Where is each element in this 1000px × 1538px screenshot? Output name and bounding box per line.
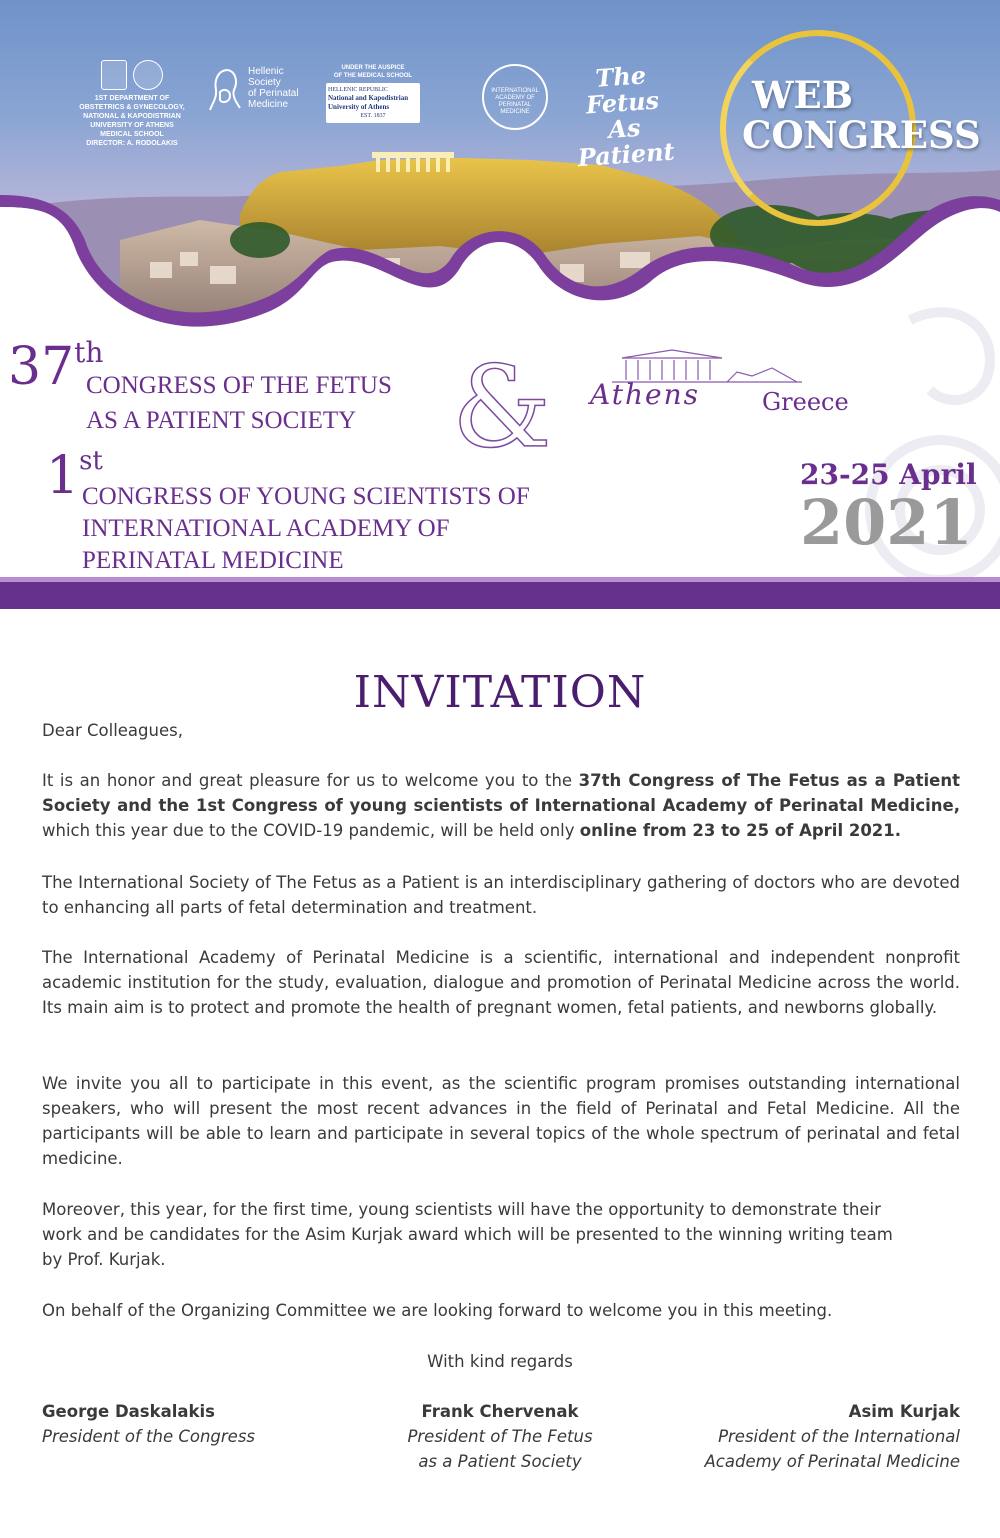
mother-child-icon: [208, 66, 242, 112]
signature-daskalakis: [42, 1399, 255, 1449]
signature-chervenak: [380, 1399, 620, 1474]
signatory-role: President of the Congress: [42, 1427, 256, 1446]
congress-37-ordinal: 37th: [8, 336, 104, 397]
greece-text: Greece: [762, 388, 849, 416]
ampersand-ornament: &: [452, 343, 552, 473]
congress-1-line2: INTERNATIONAL ACADEMY OF: [82, 515, 450, 542]
signature-kurjak: [620, 1399, 960, 1474]
university-department-logo: [68, 60, 196, 148]
paragraph-closing: On behalf of the Organizing Committee we are looking forward to welcome you in this meeting.: [42, 1301, 833, 1320]
signatory-role: President of the International: [718, 1427, 960, 1446]
congress-37-line1: CONGRESS OF THE FETUS: [86, 372, 392, 399]
department-logo-text: 1ST DEPARTMENT OF OBSTETRICS & GYNECOLOGY, NATIONAL & KAPODISTRIAN UNIVERSITY OF ATHENS MEDICAL SCHOOL DIRECTOR: A. RODOLAKIS: [79, 95, 185, 147]
hellenic-society-logo: Hellenic Society of Perinatal Medicine: [208, 66, 299, 112]
fetus-as-patient-logo: The Fetus As Patient: [576, 60, 676, 173]
nka-university-logo: [326, 64, 420, 123]
iapm-logo-text: INTERNATIONAL ACADEMY OF PERINATAL MEDICINE: [491, 88, 539, 115]
athena-emblem-icon: [101, 60, 127, 90]
paragraph-fetus-society: The International Society of The Fetus as a Patient is an interdisciplinary gathering of doctors who are devoted to enhancing all parts of fetal determination and treatment.: [42, 873, 960, 917]
event-dates: 23-25 April: [800, 458, 977, 491]
paragraph-intro: It is an honor and great pleasure for us to welcome you to the 37th Congress of The Fetus as a Patient Society and the 1st Congress of young scientists of International Academy of Perinatal Medicine, which this year due to the COVID-19 pandemic, will be held only online from 23 to 25 of April 2021.: [42, 771, 961, 840]
congress-1-line3: PERINATAL MEDICINE: [82, 547, 344, 574]
congress-1-line1: CONGRESS OF YOUNG SCIENTISTS OF: [82, 483, 530, 510]
signatory-name: Asim Kurjak: [848, 1402, 960, 1421]
paragraph-young-scientists: Moreover, this year, for the first time, young scientists will have the opportunity to demonstrate their work and be candidates for the Asim Kurjak award which will be presented to the winning writing team by Prof. Kurjak.: [42, 1200, 893, 1269]
web-congress-badge: WEB CONGRESS: [742, 73, 981, 157]
kind-regards: With kind regards: [427, 1352, 573, 1371]
signatory-name: George Daskalakis: [42, 1402, 215, 1421]
signatory-role-line2: as a Patient Society: [418, 1452, 582, 1471]
signatory-role: President of The Fetus: [407, 1427, 593, 1446]
signatory-name: Frank Chervenak: [421, 1402, 579, 1421]
auspice-caption: UNDER THE AUSPICE OF THE MEDICAL SCHOOL: [333, 65, 413, 79]
congress-1-ordinal: 1st: [46, 446, 103, 506]
university-seal-icon: [133, 60, 163, 90]
purple-divider-band: [0, 577, 1000, 609]
greeting: Dear Colleagues,: [42, 721, 183, 740]
nka-badge: HELLENIC REPUBLIC National and Kapodistrian University of Athens EST. 1837: [326, 83, 420, 123]
paragraph-invite: We invite you all to participate in this event, as the scientific program promises outstanding international speakers, who will present the most recent advances in the field of Perinatal and Fetal Medicine. All the participants will be able to learn and participate in several topics of the whole spectrum of perinatal and fetal medicine.: [42, 1074, 960, 1168]
invitation-title: INVITATION: [353, 667, 647, 718]
iapm-logo: [482, 64, 548, 130]
event-year: 2021: [800, 486, 973, 559]
congress-37-line2: AS A PATIENT SOCIETY: [86, 407, 357, 434]
athens-script-text: Athens: [590, 378, 700, 411]
signatory-role-line2: Academy of Perinatal Medicine: [704, 1452, 960, 1471]
paragraph-academy: The International Academy of Perinatal Medicine is a scientific, international and independent nonprofit academic institution for the study, evaluation, dialogue and promotion of Perinatal Medicine across the world. Its main aim is to protect and promote the health of pregnant women, fetal patients, and newborns globally.: [42, 948, 960, 1017]
